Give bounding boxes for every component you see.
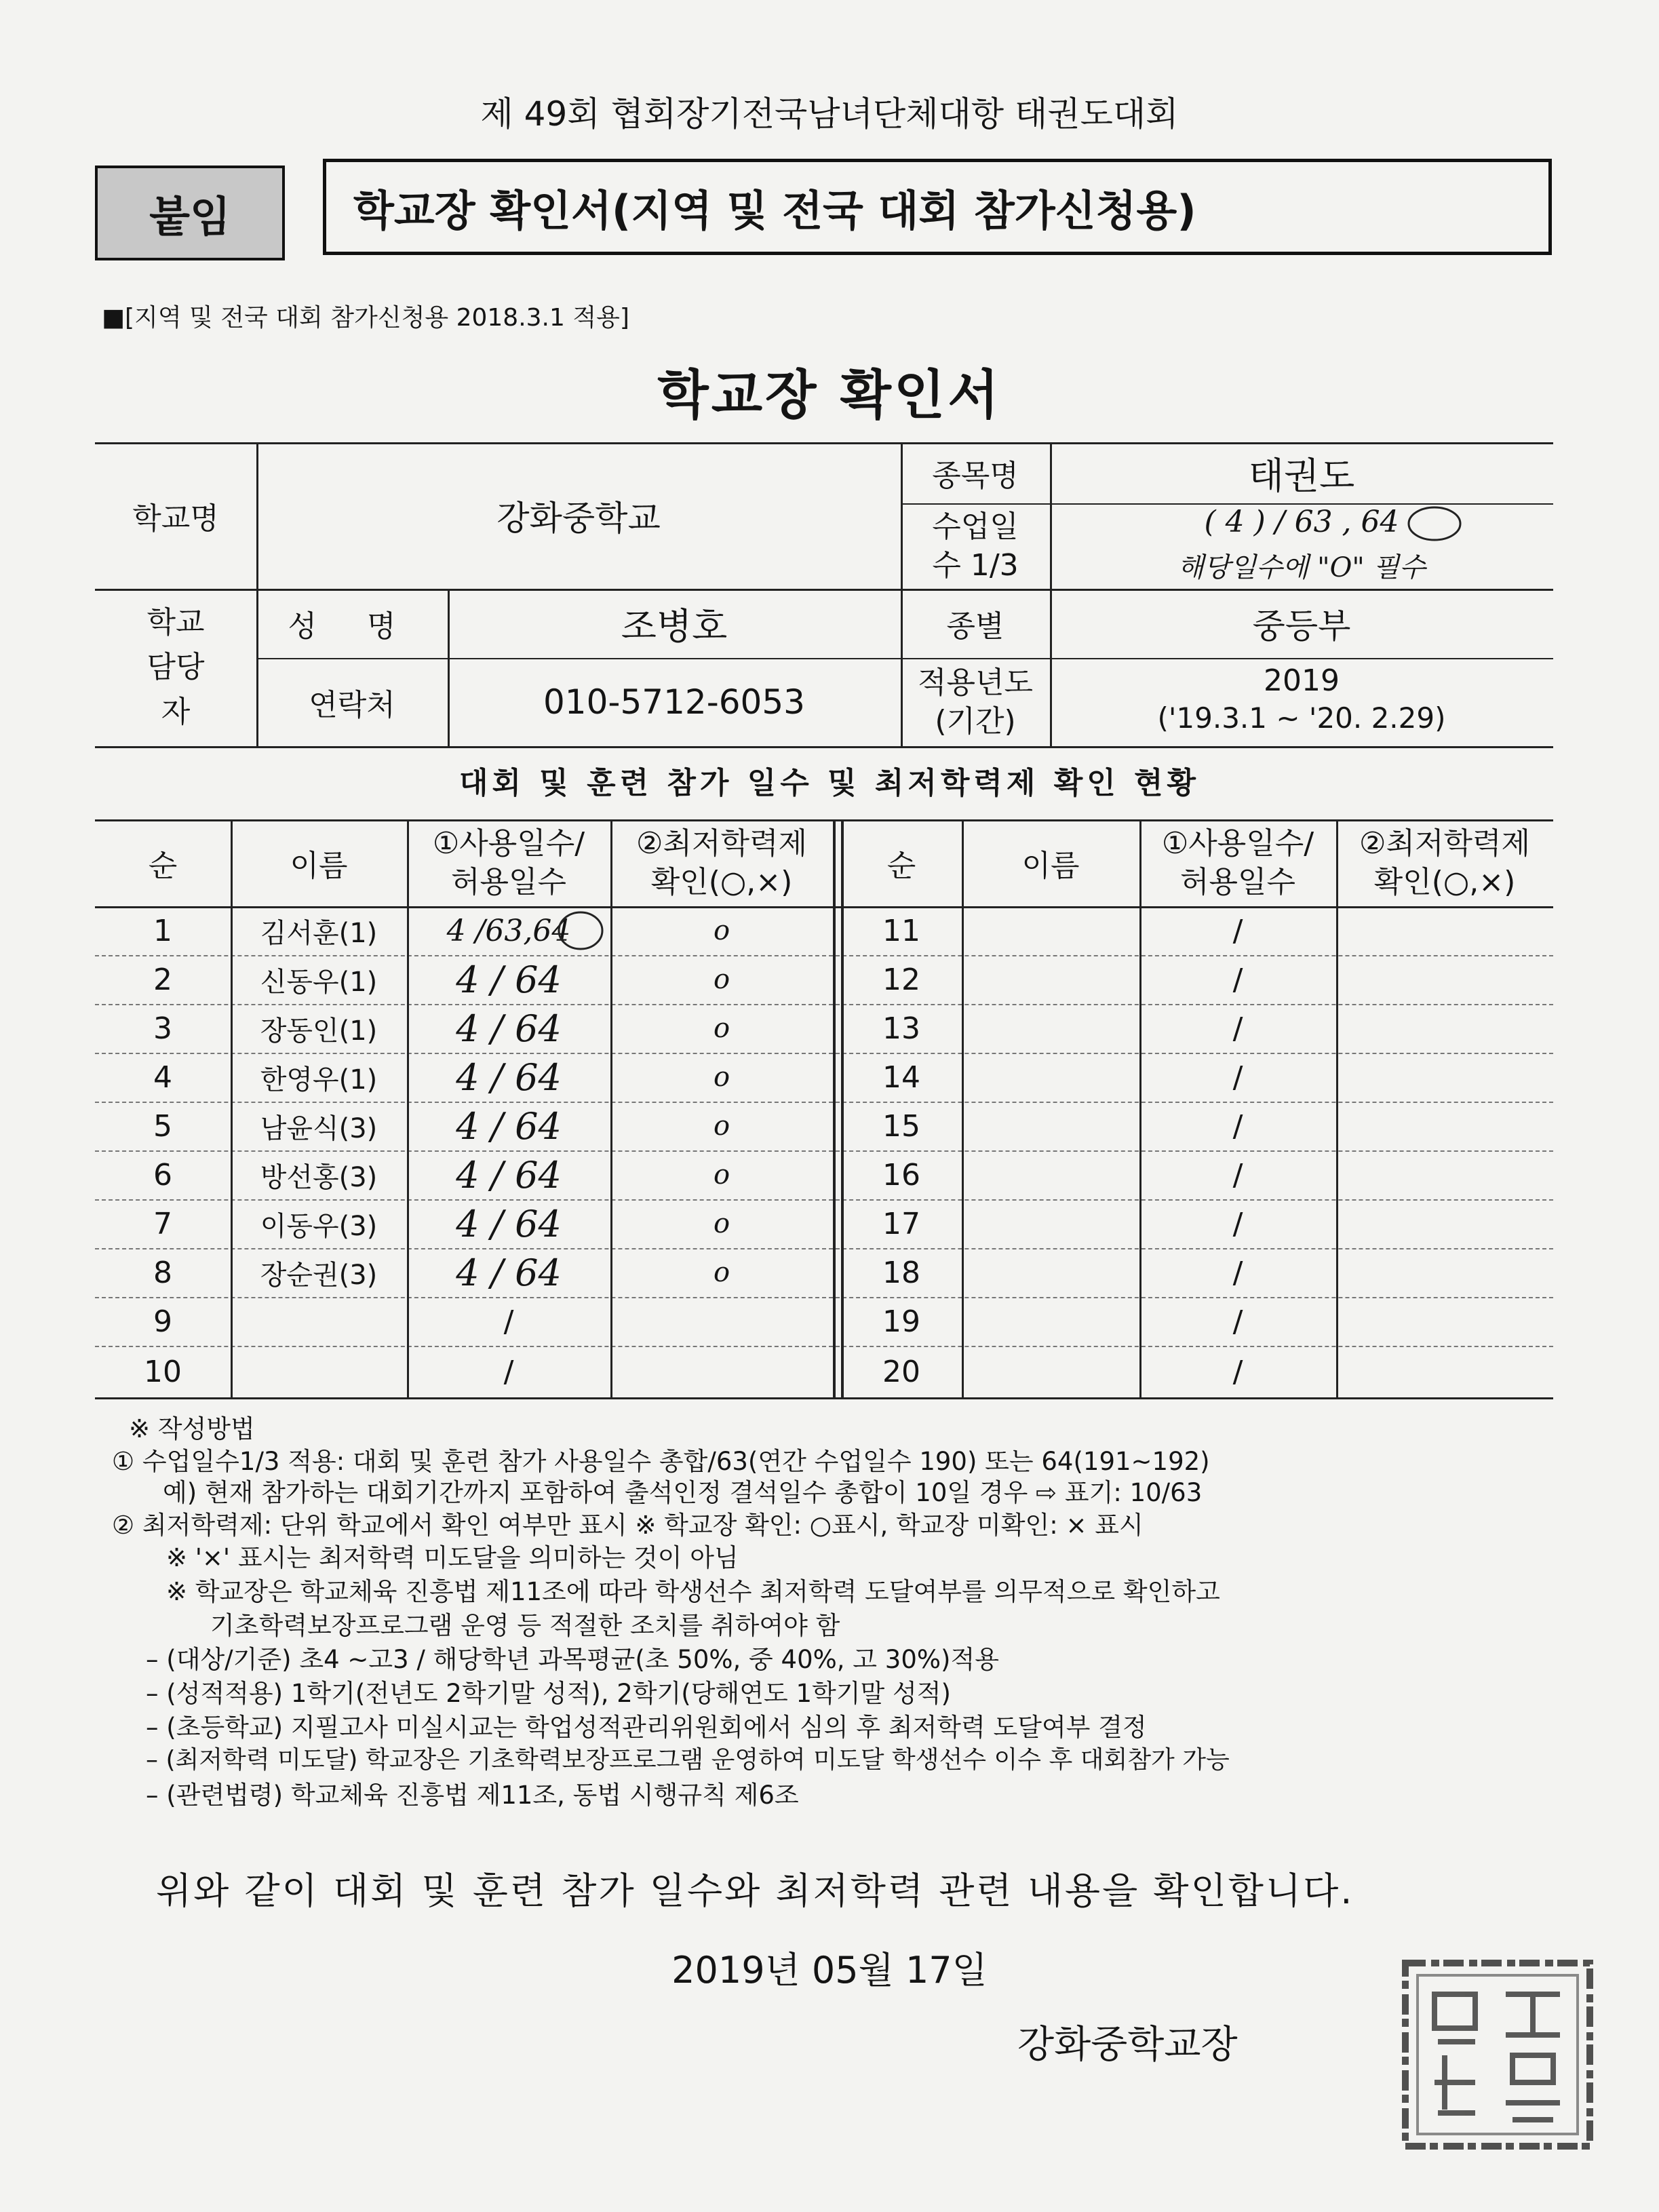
instruction-line: ① 수업일수1/3 적용: 대회 및 훈련 참가 사용일수 총합/63(연간 수업일수 190) 또는 64(191~192) xyxy=(112,1447,1210,1476)
student-name: 장순권(3) xyxy=(260,1259,378,1291)
used-days: / xyxy=(1232,1304,1243,1339)
student-name xyxy=(962,1248,1139,1297)
used-days: / xyxy=(1232,1354,1243,1389)
row-number: 14 xyxy=(882,1060,920,1095)
min-academic-check xyxy=(1336,1102,1553,1150)
header-no-left: 순 xyxy=(148,849,178,883)
instruction-line: – (관련법령) 학교체육 진흥법 제11조, 동법 시행규칙 제6조 xyxy=(146,1781,799,1810)
used-days: / xyxy=(503,1354,514,1389)
used-days: 4 /63,64 xyxy=(446,913,571,948)
applicability-note: ■[지역 및 전국 대회 참가신청용 2018.3.1 적용] xyxy=(102,304,629,332)
used-days: 4 / 64 xyxy=(456,1153,562,1197)
student-name xyxy=(962,1150,1139,1199)
header-title-box: 학교장 확인서(지역 및 전국 대회 참가신청용) xyxy=(323,159,1552,255)
row-number: 15 xyxy=(882,1108,920,1144)
instruction-line: – (최저학력 미도달) 학교장은 기초학력보장프로그램 운영하여 미도달 학생선수 이수 후 대회참가 가능 xyxy=(146,1746,1230,1774)
row-number: 2 xyxy=(153,962,172,997)
header-days-right: ①사용일수/ 허용일수 xyxy=(1161,826,1314,899)
used-days: / xyxy=(1232,1157,1243,1192)
row-number: 3 xyxy=(153,1011,172,1046)
used-days: 4 / 64 xyxy=(456,1202,562,1245)
row-number: 7 xyxy=(153,1206,172,1241)
header-no-right: 순 xyxy=(886,849,916,883)
row-number: 5 xyxy=(153,1108,172,1144)
student-name xyxy=(962,1004,1139,1053)
class-days-note: 해당일수에 "O" 필수 xyxy=(1177,552,1426,583)
min-academic-check: o xyxy=(713,915,730,946)
min-academic-check: o xyxy=(713,1257,730,1288)
instruction-line: – (초등학교) 지필고사 미실시교는 학업성적관리위원회에서 심의 후 최저학력 도달여부 결정 xyxy=(146,1713,1147,1742)
used-days: 4 / 64 xyxy=(456,1104,562,1148)
header-name-left: 이름 xyxy=(290,849,348,883)
class-days-value: ( 4 ) / 63 , 64 xyxy=(1204,505,1399,539)
used-days: / xyxy=(1232,1108,1243,1144)
year-period: ('19.3.1 ~ '20. 2.29) xyxy=(1157,701,1446,735)
used-days: 4 / 64 xyxy=(456,1007,562,1050)
row-number: 8 xyxy=(153,1255,172,1290)
min-academic-check: o xyxy=(713,1208,730,1239)
instruction-line: ② 최저학력제: 단위 학교에서 확인 여부만 표시 ※ 학교장 확인: ○표시, 학교장 미확인: × 표시 xyxy=(112,1511,1144,1540)
min-academic-check: o xyxy=(713,1013,730,1044)
student-name: 방선홍(3) xyxy=(260,1161,378,1193)
row-number: 1 xyxy=(153,913,172,948)
min-academic-check xyxy=(1336,1150,1553,1199)
min-academic-check: o xyxy=(713,1159,730,1190)
division-value: 중등부 xyxy=(1252,606,1351,646)
used-days: 4 / 64 xyxy=(456,958,562,1001)
instruction-line: ※ '×' 표시는 최저학력 미도달을 의미하는 것이 아님 xyxy=(166,1543,739,1572)
student-name: 신동우(1) xyxy=(260,966,378,998)
year-value: 2019 xyxy=(1264,663,1340,698)
student-name: 남윤식(3) xyxy=(260,1112,378,1144)
min-academic-check: o xyxy=(713,964,730,995)
event-label: 종목명 xyxy=(932,459,1019,493)
student-name xyxy=(962,1346,1139,1397)
principal-signature-line: 강화중학교장 xyxy=(1017,2023,1238,2067)
document-title: 학교장 확인서 xyxy=(657,365,1002,426)
min-academic-check xyxy=(610,1297,833,1346)
student-name: 한영우(1) xyxy=(260,1064,378,1095)
min-academic-check xyxy=(1336,1248,1553,1297)
person-name-value: 조병호 xyxy=(621,604,728,648)
row-number: 18 xyxy=(882,1255,920,1290)
row-number: 9 xyxy=(153,1304,172,1339)
event-value: 태권도 xyxy=(1248,454,1355,497)
attachment-badge: 붙임 xyxy=(95,166,285,260)
row-number: 19 xyxy=(882,1304,920,1339)
student-name xyxy=(231,1297,407,1346)
selected-days-circle xyxy=(1404,503,1465,544)
year-label: 적용년도 (기간) xyxy=(917,665,1033,739)
manager-label: 학교 담당자 xyxy=(147,605,205,729)
min-academic-check xyxy=(1336,1297,1553,1346)
min-academic-check xyxy=(1336,1004,1553,1053)
row-number: 20 xyxy=(882,1354,920,1389)
min-academic-check: o xyxy=(713,1062,730,1093)
used-days: / xyxy=(1232,1206,1243,1241)
person-name-label: 성 명 xyxy=(288,609,416,644)
min-academic-check xyxy=(1336,1346,1553,1397)
student-name xyxy=(962,955,1139,1004)
section-title: 대회 및 훈련 참가 일수 및 최저학력제 확인 현황 xyxy=(458,766,1201,800)
min-academic-check xyxy=(1336,1053,1553,1102)
used-days: 4 / 64 xyxy=(456,1055,562,1099)
min-academic-check xyxy=(1336,1199,1553,1248)
instruction-line: – (성적적용) 1학기(전년도 2학기말 성적), 2학기(당해연도 1학기말 성적) xyxy=(146,1679,951,1708)
used-days: / xyxy=(1232,1255,1243,1290)
instruction-line: ※ 학교장은 학교체육 진흥법 제11조에 따라 학생선수 최저학력 도달여부를 의무적으로 확인하고 xyxy=(166,1577,1220,1606)
row-number: 11 xyxy=(882,913,920,948)
row-number: 6 xyxy=(153,1157,172,1192)
official-seal-stamp xyxy=(1397,1954,1601,2157)
student-name: 장동인(1) xyxy=(260,1015,378,1047)
school-name-label: 학교명 xyxy=(132,501,219,536)
instruction-line: ※ 작성방법 xyxy=(129,1414,255,1443)
row-number: 12 xyxy=(882,962,920,997)
confirmation-statement: 위와 같이 대회 및 훈련 참가 일수와 최저학력 관련 내용을 확인합니다. xyxy=(156,1869,1354,1912)
student-name xyxy=(231,1346,407,1397)
student-name xyxy=(962,1102,1139,1150)
competition-title: 제 49회 협회장기전국남녀단체대항 태권도대회 xyxy=(480,94,1179,134)
student-name xyxy=(962,1297,1139,1346)
min-academic-check xyxy=(610,1346,833,1397)
header-name-right: 이름 xyxy=(1021,849,1080,883)
instruction-line: 기초학력보장프로그램 운영 등 적절한 조치를 취하여야 함 xyxy=(210,1611,840,1640)
contact-value: 010-5712-6053 xyxy=(543,682,805,722)
school-name-value: 강화중학교 xyxy=(496,499,661,538)
used-days: / xyxy=(503,1304,514,1339)
student-name: 김서훈(1) xyxy=(260,917,378,949)
used-days: / xyxy=(1232,1060,1243,1095)
instruction-line: – (대상/기준) 초4 ~고3 / 해당학년 과목평균(초 50%, 중 40%, 고 30%)적용 xyxy=(146,1645,999,1674)
used-days: 4 / 64 xyxy=(456,1251,562,1294)
row-number: 4 xyxy=(153,1060,172,1095)
min-academic-check xyxy=(1336,955,1553,1004)
row-number: 17 xyxy=(882,1206,920,1241)
header-check-right: ②최저학력제 확인(○,×) xyxy=(1359,826,1530,899)
division-label: 종별 xyxy=(946,609,1004,644)
header-check-left: ②최저학력제 확인(○,×) xyxy=(636,826,807,899)
student-name xyxy=(962,906,1139,955)
contact-label: 연락처 xyxy=(309,688,395,722)
row-number: 10 xyxy=(144,1354,182,1389)
min-academic-check xyxy=(1336,906,1553,955)
used-days: / xyxy=(1232,913,1243,948)
used-days: / xyxy=(1232,1011,1243,1046)
header-days-left: ①사용일수/ 허용일수 xyxy=(432,826,585,899)
student-name xyxy=(962,1199,1139,1248)
row-number: 13 xyxy=(882,1011,920,1046)
instruction-line: 예) 현재 참가하는 대회기간까지 포함하여 출석인정 결석일수 총합이 10일 경우 ⇨ 표기: 10/63 xyxy=(163,1478,1203,1507)
issue-date: 2019년 05월 17일 xyxy=(671,1949,988,1992)
used-days: / xyxy=(1232,962,1243,997)
student-name: 이동우(3) xyxy=(260,1210,378,1242)
row-number: 16 xyxy=(882,1157,920,1192)
student-name xyxy=(962,1053,1139,1102)
min-academic-check: o xyxy=(713,1110,730,1142)
selected-days-circle xyxy=(555,909,606,952)
class-days-label: 수업일수 1/3 xyxy=(932,509,1019,583)
